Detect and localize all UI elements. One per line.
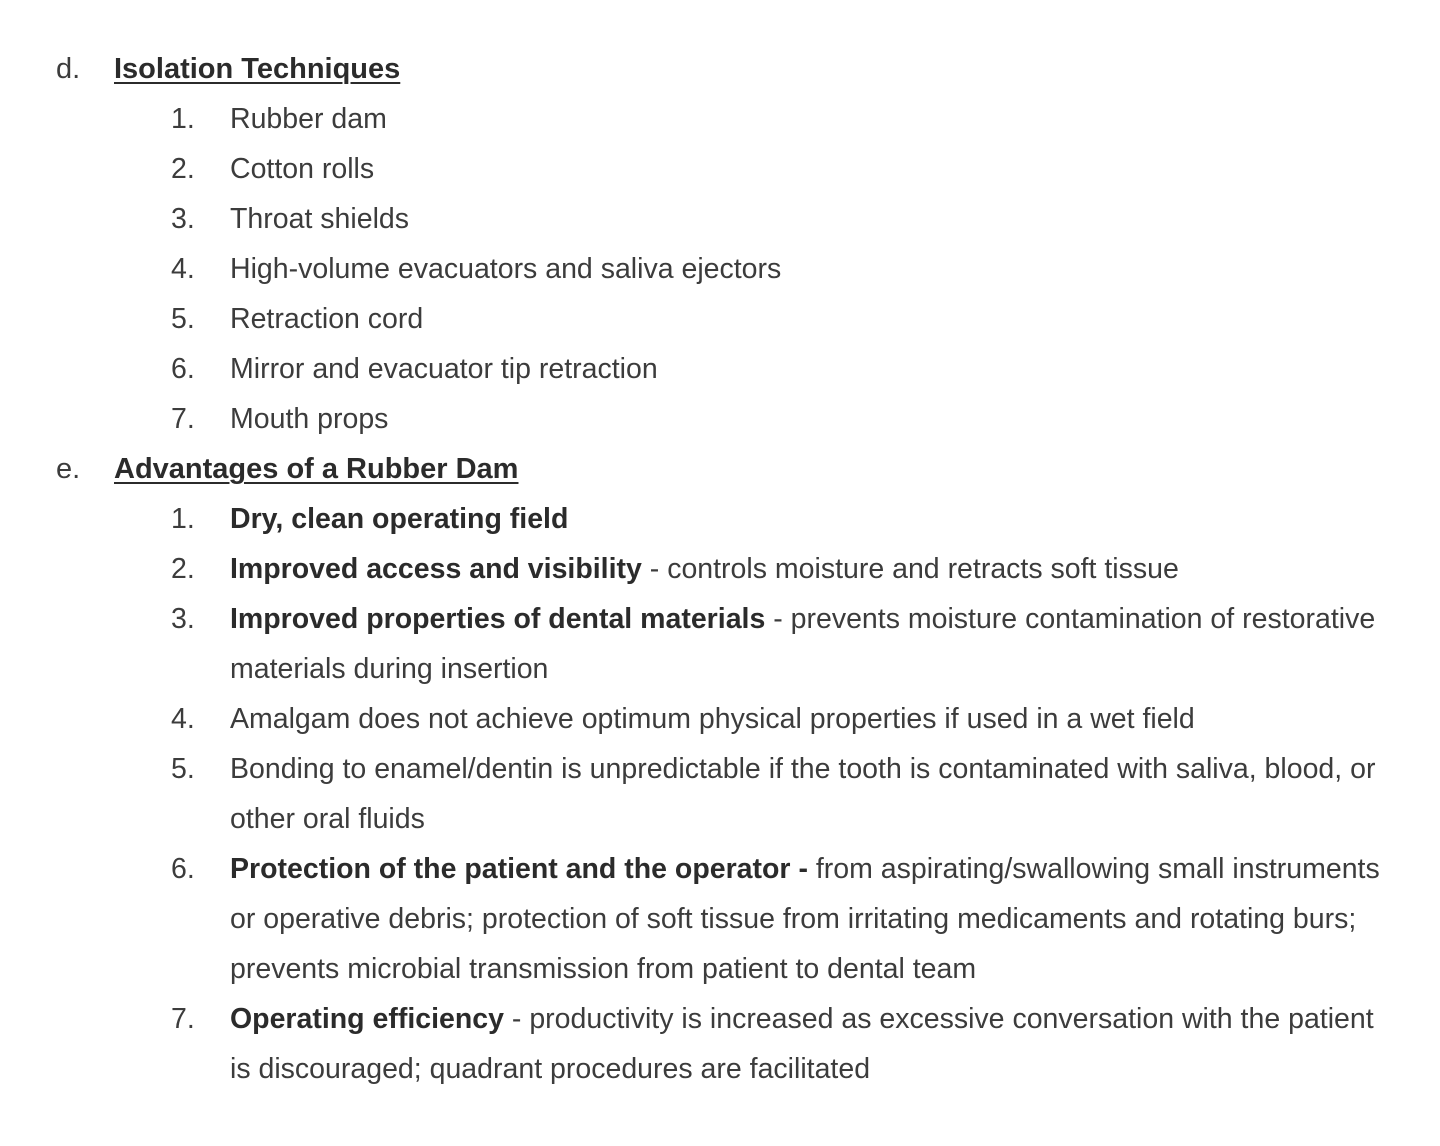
list-item-text xyxy=(230,744,1388,844)
list-item xyxy=(0,744,1440,844)
numbered-list xyxy=(0,494,1440,1094)
list-item-term: Operating efficiency xyxy=(230,1003,504,1035)
list-item-text xyxy=(230,844,1388,994)
list-item-description: controls moisture and retracts soft tissue xyxy=(667,553,1179,585)
list-item-separator: - xyxy=(641,553,668,585)
outline-section xyxy=(0,44,1440,444)
list-item-description: Cotton rolls xyxy=(230,153,375,185)
list-item-number: 5. xyxy=(171,303,195,335)
list-item-text xyxy=(230,244,1388,294)
list-item-separator: - xyxy=(765,603,791,635)
list-item-description: High-volume evacuators and saliva ejectors xyxy=(230,253,782,285)
list-item xyxy=(0,494,1440,544)
list-item-description: Amalgam does not achieve optimum physical properties if used in a wet field xyxy=(230,703,1195,735)
list-item-text xyxy=(230,494,1388,544)
section-title: Advantages of a Rubber Dam xyxy=(114,453,519,485)
list-item-number: 6. xyxy=(171,853,195,885)
list-item-term: Improved access and visibility xyxy=(230,553,642,585)
section-heading xyxy=(0,44,1440,94)
list-item-description: Mirror and evacuator tip retraction xyxy=(230,353,658,385)
list-item xyxy=(0,844,1440,994)
list-item-text xyxy=(230,544,1388,594)
section-heading xyxy=(0,444,1440,494)
list-item xyxy=(0,694,1440,744)
list-item-number: 1. xyxy=(171,503,195,535)
document-body xyxy=(0,44,1440,1094)
list-item-text xyxy=(230,394,1388,444)
list-item-number: 4. xyxy=(171,253,195,285)
list-item-description: Retraction cord xyxy=(230,303,424,335)
list-item-separator xyxy=(808,853,816,885)
list-item-description: productivity is increased as excessive conversation with the patient is discouraged; quadrant procedures are facilitated xyxy=(230,1003,1374,1085)
list-item-text xyxy=(230,994,1388,1094)
list-item-text xyxy=(230,294,1388,344)
list-item xyxy=(0,194,1440,244)
list-item-term: Improved properties of dental materials xyxy=(230,603,766,635)
section-marker: d. xyxy=(56,53,81,85)
list-item-text xyxy=(230,144,1388,194)
list-item-number: 2. xyxy=(171,553,195,585)
list-item-number: 7. xyxy=(171,1003,195,1035)
outline-section xyxy=(0,444,1440,1094)
list-item-description: prevents moisture contamination of restorative materials during insertion xyxy=(230,603,1376,685)
list-item-term: Dry, clean operating field xyxy=(230,503,569,535)
list-item-term: Protection of the patient and the operator - xyxy=(230,853,808,885)
list-item-text xyxy=(230,194,1388,244)
list-item-number: 3. xyxy=(171,603,195,635)
list-item xyxy=(0,144,1440,194)
list-item xyxy=(0,994,1440,1094)
list-item xyxy=(0,544,1440,594)
list-item-text xyxy=(230,344,1388,394)
list-item xyxy=(0,594,1440,694)
list-item-description: Throat shields xyxy=(230,203,410,235)
section-marker: e. xyxy=(56,453,81,485)
list-item-number: 5. xyxy=(171,753,195,785)
list-item-number: 4. xyxy=(171,703,195,735)
list-item-number: 7. xyxy=(171,403,195,435)
list-item xyxy=(0,94,1440,144)
numbered-list xyxy=(0,94,1440,444)
list-item-number: 2. xyxy=(171,153,195,185)
list-item-separator: - xyxy=(504,1003,530,1035)
list-item xyxy=(0,344,1440,394)
list-item-text xyxy=(230,594,1388,694)
list-item xyxy=(0,294,1440,344)
list-item-description: Mouth props xyxy=(230,403,389,435)
list-item-description: Bonding to enamel/dentin is unpredictable if the tooth is contaminated with saliva, blood, or other oral fluids xyxy=(230,753,1376,835)
section-title: Isolation Techniques xyxy=(114,53,401,85)
list-item-description: from aspirating/swallowing small instruments or operative debris; protection of soft tissue from irritating medicaments and rotating burs; prevents microbial transmission from patient to dental team xyxy=(230,853,1380,985)
list-item-text xyxy=(230,94,1388,144)
list-item-description: Rubber dam xyxy=(230,103,387,135)
list-item-text xyxy=(230,694,1388,744)
list-item xyxy=(0,244,1440,294)
list-item-number: 1. xyxy=(171,103,195,135)
list-item xyxy=(0,394,1440,444)
list-item-number: 3. xyxy=(171,203,195,235)
list-item-number: 6. xyxy=(171,353,195,385)
